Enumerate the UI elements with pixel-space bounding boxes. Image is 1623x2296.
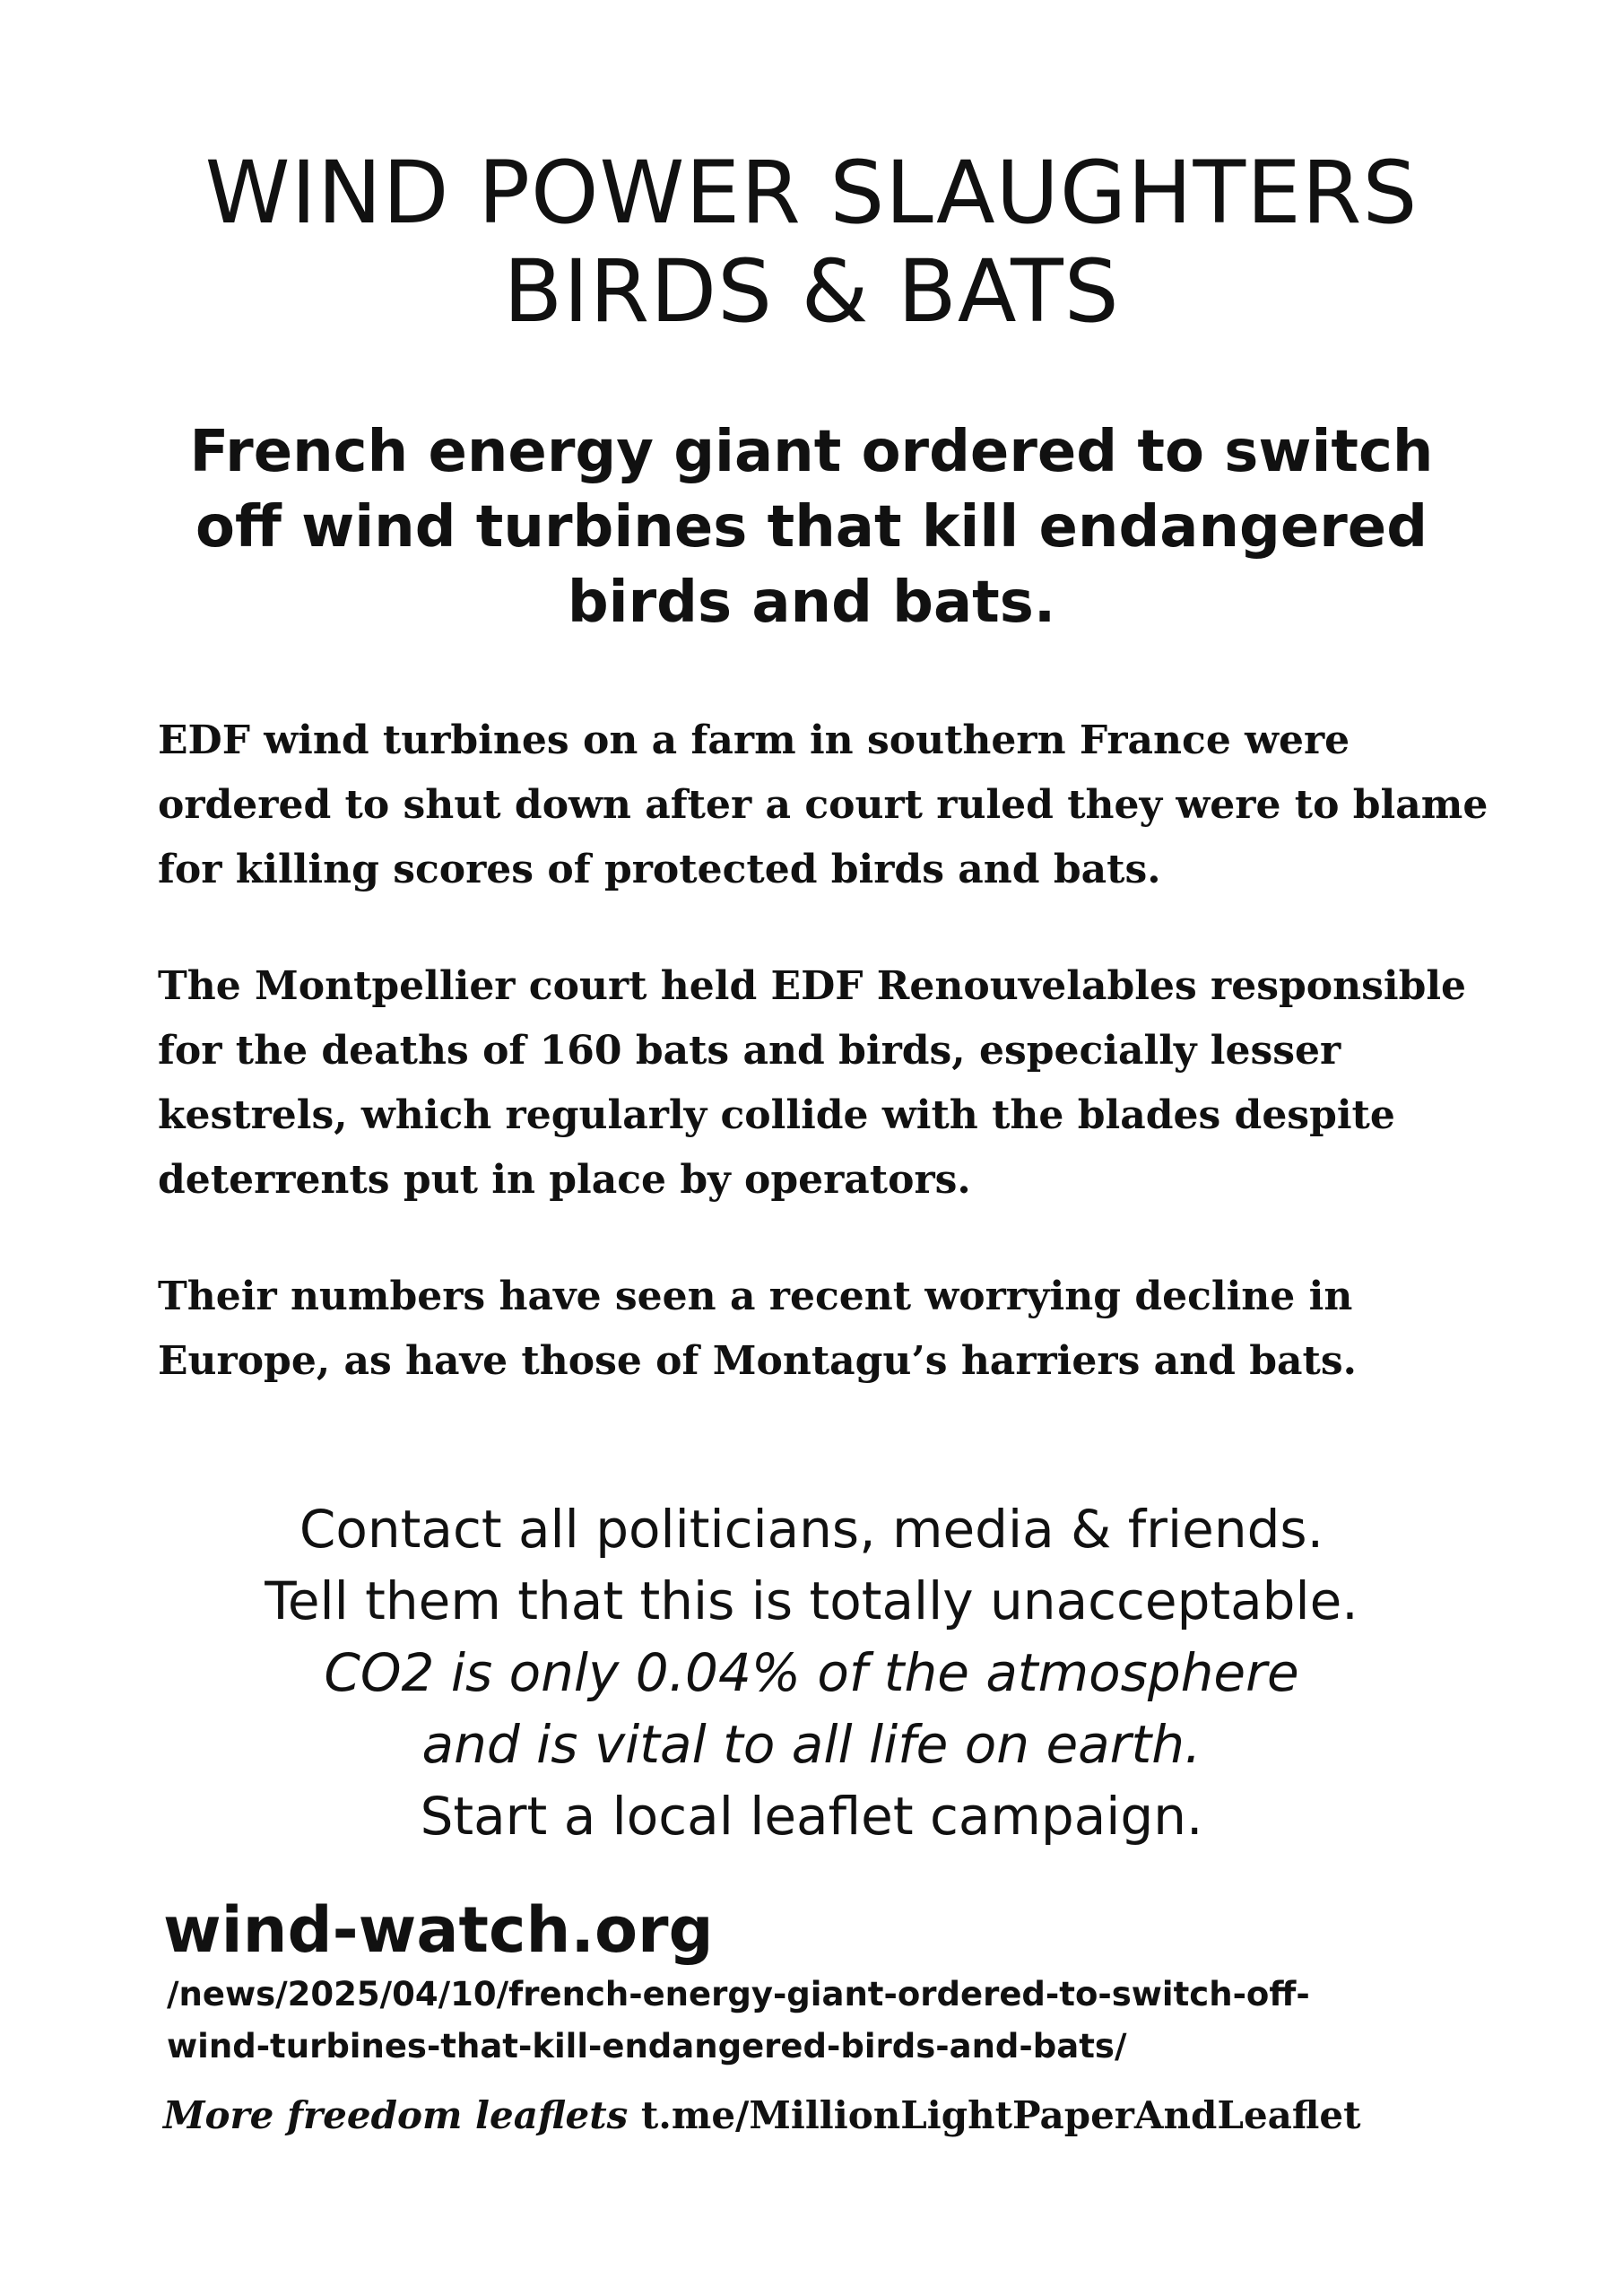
body-paragraph-2: The Montpellier court held EDF Renouvelables responsible for the deaths of 160 bats and birds, especially lesser kestrels, which regularly collide with the blades despite deterrents put in place by operators. <box>158 963 1467 1203</box>
cta-line-1: Contact all politicians, media & friends. <box>299 1499 1324 1560</box>
source-path-line-2: wind-turbines-that-kill-endangered-birds-and-bats/ <box>167 2027 1127 2066</box>
call-to-action <box>135 1493 1488 1852</box>
subheadline-line-3: birds and bats. <box>567 570 1056 636</box>
footer <box>163 2090 1508 2142</box>
body-paragraph-3: Their numbers have seen a recent worrying decline in Europe, as have those of Montagu’s harriers and bats. <box>158 1274 1357 1384</box>
subheadline <box>135 414 1488 640</box>
footer-link: t.me/MillionLightPaperAndLeaflet <box>640 2093 1361 2137</box>
cta-line-3: CO2 is only 0.04% of the atmosphere <box>324 1642 1299 1703</box>
headline-line-1: WIND POWER SLAUGHTERS <box>204 143 1419 243</box>
body-paragraph-1: EDF wind turbines on a farm in southern France were ordered to shut down after a court ruled they were to blame for killing scores of protected birds and bats. <box>158 718 1488 892</box>
cta-line-2: Tell them that this is totally unacceptable. <box>265 1570 1358 1631</box>
source-url-path <box>167 1969 1494 2073</box>
subheadline-line-2: off wind turbines that kill endangered <box>195 494 1428 561</box>
cta-line-5: Start a local leaflet campaign. <box>420 1786 1203 1847</box>
subheadline-line-1: French energy giant ordered to switch <box>189 419 1434 485</box>
footer-label: More freedom leaflets <box>163 2093 641 2137</box>
source-site: wind-watch.org <box>163 1893 714 1967</box>
cta-line-4: and is vital to all life on earth. <box>421 1714 1202 1775</box>
headline <box>108 144 1515 341</box>
source-path-line-1: /news/2025/04/10/french-energy-giant-ordered-to-switch-off- <box>167 1975 1310 2013</box>
headline-line-2: BIRDS & BATS <box>503 241 1120 342</box>
